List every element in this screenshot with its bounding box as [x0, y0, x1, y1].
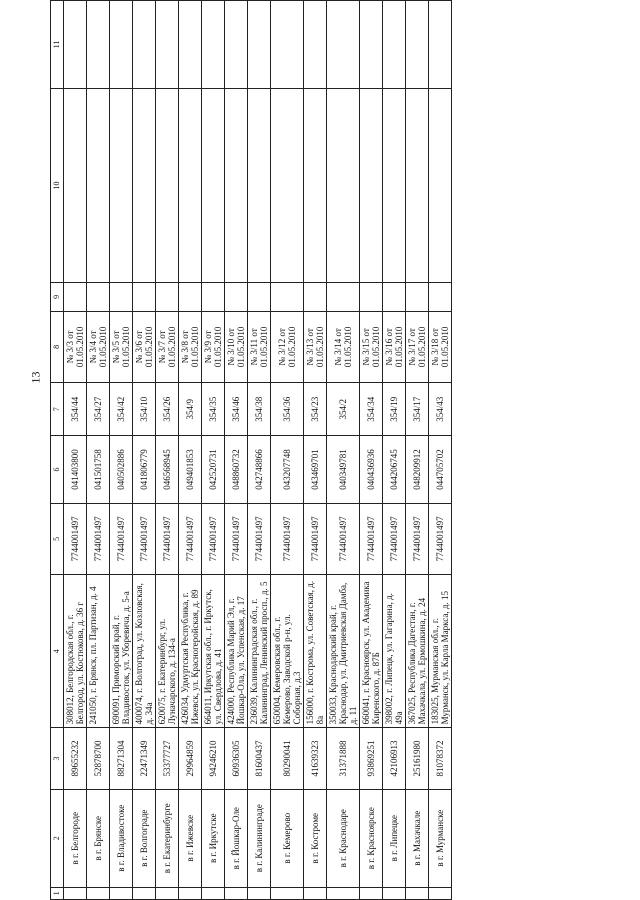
table-row: [87, 1, 110, 900]
cell-blank: [360, 887, 383, 899]
cell-document: № 3/9 от 01.05.2010: [202, 311, 225, 383]
cell-blank: [64, 1, 87, 89]
cell-blank: [64, 88, 87, 282]
cell-number: 048209912: [406, 436, 429, 503]
column-number-row: [51, 1, 64, 900]
cell-number: 049401853: [179, 436, 202, 503]
cell-inn: 7744001497: [225, 503, 248, 575]
cell-address: 308012, Белгородская обл., г. Белгород, ул. Костюкова, д. 36 г: [64, 575, 87, 728]
cell-blank: [202, 88, 225, 282]
cell-code: 80290041: [271, 728, 304, 789]
cell-document: № 3/7 от 01.05.2010: [156, 311, 179, 383]
cell-blank: [225, 887, 248, 899]
cell-address: 398002, г. Липецк, ул. Гагарина, д. 49а: [383, 575, 406, 728]
column-number: 11: [51, 1, 64, 89]
cell-blank: [327, 1, 360, 89]
cell-code: 41639323: [304, 728, 327, 789]
cell-blank: [156, 88, 179, 282]
cell-number: 041501758: [87, 436, 110, 503]
cell-blank: [179, 1, 202, 89]
cell-address: 367025, Республика Дагестан, г. Махачкала, ул. Ермошкина, д. 24: [406, 575, 429, 728]
cell-document: № 3/17 от 01.05.2010: [406, 311, 429, 383]
cell-address: 350033, Краснодарский край, г. Краснодар, ул. Дмитриевская Дамба, д. 11: [327, 575, 360, 728]
cell-code: 22471349: [133, 728, 156, 789]
table-row: [406, 1, 429, 900]
cell-blank: [383, 1, 406, 89]
cell-blank: [271, 283, 304, 312]
cell-blank: [225, 1, 248, 89]
cell-blank: [429, 1, 452, 89]
cell-number: 043207748: [271, 436, 304, 503]
cell-address: 660041, г. Красноярск, ул. Академика Киренского, д. 87Б: [360, 575, 383, 728]
cell-blank: [110, 1, 133, 89]
cell-document: № 3/10 от 01.05.2010: [225, 311, 248, 383]
cell-inn: 7744001497: [360, 503, 383, 575]
cell-registration: 354/27: [87, 383, 110, 436]
cell-code: 88271304: [110, 728, 133, 789]
table-row: [383, 1, 406, 900]
cell-document: № 3/3 от 01.05.2010: [64, 311, 87, 383]
cell-blank: [133, 887, 156, 899]
cell-code: 52878700: [87, 728, 110, 789]
cell-document: № 3/13 от 01.05.2010: [304, 311, 327, 383]
cell-inn: 7744001497: [64, 503, 87, 575]
cell-registration: 354/36: [271, 383, 304, 436]
cell-blank: [87, 88, 110, 282]
cell-registration: 354/34: [360, 383, 383, 436]
cell-number: 041806779: [133, 436, 156, 503]
cell-inn: 7744001497: [202, 503, 225, 575]
table-row: [110, 1, 133, 900]
cell-code: 81078372: [429, 728, 452, 789]
cell-blank: [110, 887, 133, 899]
cell-document: № 3/12 от 01.05.2010: [271, 311, 304, 383]
table-row: [248, 1, 271, 900]
column-number: 6: [51, 436, 64, 503]
column-number: 3: [51, 728, 64, 789]
cell-code: 29964859: [179, 728, 202, 789]
column-number: 10: [51, 88, 64, 282]
cell-address: 400074, г. Волгоград, ул. Козловская, д. 34а: [133, 575, 156, 728]
cell-blank: [202, 887, 225, 899]
cell-number: 041403800: [64, 436, 87, 503]
table-row: [429, 1, 452, 900]
cell-blank: [225, 283, 248, 312]
cell-inn: 7744001497: [179, 503, 202, 575]
cell-blank: [406, 283, 429, 312]
cell-code: 81600437: [248, 728, 271, 789]
cell-registration: 354/10: [133, 383, 156, 436]
cell-number: 043469701: [304, 436, 327, 503]
cell-address: 236039, Калининградская обл., г. Калининград, Ленинский просп., д. 5: [248, 575, 271, 728]
cell-blank: [383, 887, 406, 899]
cell-blank: [179, 88, 202, 282]
cell-branch-city: в г. Калининграде: [248, 789, 271, 887]
cell-blank: [360, 283, 383, 312]
cell-number: 044705702: [429, 436, 452, 503]
cell-number: 040502886: [110, 436, 133, 503]
cell-branch-city: в г. Ижевске: [179, 789, 202, 887]
cell-branch-city: в г. Брянске: [87, 789, 110, 887]
cell-blank: [248, 88, 271, 282]
cell-registration: 354/46: [225, 383, 248, 436]
cell-number: 040349781: [327, 436, 360, 503]
cell-branch-city: в г. Махачкале: [406, 789, 429, 887]
column-number: 2: [51, 789, 64, 887]
cell-blank: [248, 887, 271, 899]
cell-inn: 7744001497: [156, 503, 179, 575]
cell-number: 042520731: [202, 436, 225, 503]
cell-blank: [406, 1, 429, 89]
cell-blank: [360, 1, 383, 89]
cell-blank: [248, 283, 271, 312]
cell-code: 25161980: [406, 728, 429, 789]
cell-blank: [202, 1, 225, 89]
cell-code: 60936305: [225, 728, 248, 789]
cell-blank: [429, 88, 452, 282]
cell-blank: [156, 1, 179, 89]
cell-blank: [304, 283, 327, 312]
cell-inn: 7744001497: [383, 503, 406, 575]
cell-branch-city: в г. Волгограде: [133, 789, 156, 887]
registry-table: [50, 0, 452, 900]
cell-code: 31371888: [327, 728, 360, 789]
cell-branch-city: в г. Екатеринбурге: [156, 789, 179, 887]
cell-registration: 354/9: [179, 383, 202, 436]
cell-blank: [327, 283, 360, 312]
cell-document: № 3/6 от 01.05.2010: [133, 311, 156, 383]
cell-registration: 354/17: [406, 383, 429, 436]
cell-blank: [360, 88, 383, 282]
table-row: [360, 1, 383, 900]
cell-blank: [271, 887, 304, 899]
cell-address: 183025, Мурманская обл., г. Мурманск, ул. Карла Маркса, д. 15: [429, 575, 452, 728]
cell-branch-city: в г. Краснодаре: [327, 789, 360, 887]
cell-registration: 354/43: [429, 383, 452, 436]
cell-number: 044206745: [383, 436, 406, 503]
registry-table-rotated: [50, 0, 590, 900]
cell-document: № 3/15 от 01.05.2010: [360, 311, 383, 383]
cell-document: № 3/11 от 01.05.2010: [248, 311, 271, 383]
cell-branch-city: в г. Белгороде: [64, 789, 87, 887]
cell-blank: [156, 283, 179, 312]
cell-blank: [383, 88, 406, 282]
cell-registration: 354/23: [304, 383, 327, 436]
cell-number: 046568945: [156, 436, 179, 503]
cell-registration: 354/38: [248, 383, 271, 436]
cell-blank: [87, 1, 110, 89]
cell-number: 042748866: [248, 436, 271, 503]
column-number: 1: [51, 887, 64, 899]
cell-inn: 7744001497: [406, 503, 429, 575]
cell-blank: [225, 88, 248, 282]
cell-inn: 7744001497: [87, 503, 110, 575]
cell-blank: [304, 887, 327, 899]
cell-branch-city: в г. Липецке: [383, 789, 406, 887]
cell-address: 620075, г. Екатеринбург, ул. Луначарского, д. 134-а: [156, 575, 179, 728]
cell-inn: 7744001497: [304, 503, 327, 575]
cell-blank: [383, 283, 406, 312]
cell-blank: [248, 1, 271, 89]
cell-branch-city: в г. Йошкар-Оле: [225, 789, 248, 887]
cell-registration: 354/42: [110, 383, 133, 436]
cell-address: 664011, Иркутская обл., г. Иркутск, ул. Свердлова, д. 41: [202, 575, 225, 728]
table-row: [133, 1, 156, 900]
table-row: [225, 1, 248, 900]
cell-blank: [271, 88, 304, 282]
cell-address: 241050, г. Брянск, пл. Партизан, д. 4: [87, 575, 110, 728]
cell-branch-city: в г. Мурманске: [429, 789, 452, 887]
cell-blank: [429, 887, 452, 899]
cell-code: 53377727: [156, 728, 179, 789]
cell-code: 94246210: [202, 728, 225, 789]
cell-inn: 7744001497: [271, 503, 304, 575]
cell-document: № 3/5 от 01.05.2010: [110, 311, 133, 383]
cell-blank: [406, 88, 429, 282]
cell-blank: [87, 887, 110, 899]
cell-number: 040436936: [360, 436, 383, 503]
cell-blank: [327, 887, 360, 899]
cell-address: 426034, Удмуртская Республика, г. Ижевск, ул. Красногеройская, д. 89: [179, 575, 202, 728]
cell-branch-city: в г. Владивостоке: [110, 789, 133, 887]
cell-registration: 354/26: [156, 383, 179, 436]
cell-blank: [271, 1, 304, 89]
cell-document: № 3/8 от 01.05.2010: [179, 311, 202, 383]
cell-registration: 354/19: [383, 383, 406, 436]
column-number: 5: [51, 503, 64, 575]
cell-blank: [406, 887, 429, 899]
cell-inn: 7744001497: [248, 503, 271, 575]
cell-document: № 3/4 от 01.05.2010: [87, 311, 110, 383]
column-number: 8: [51, 311, 64, 383]
cell-blank: [156, 887, 179, 899]
page-number: 13: [28, 371, 43, 384]
cell-document: № 3/14 от 01.05.2010: [327, 311, 360, 383]
column-number: 9: [51, 283, 64, 312]
cell-blank: [133, 1, 156, 89]
column-number: 4: [51, 575, 64, 728]
cell-blank: [179, 887, 202, 899]
cell-registration: 354/2: [327, 383, 360, 436]
cell-blank: [110, 88, 133, 282]
cell-inn: 7744001497: [327, 503, 360, 575]
table-body: [51, 1, 452, 900]
cell-address: 690091, Приморский край, г. Владивосток, ул. Уборевича, д. 5-а: [110, 575, 133, 728]
cell-code: 93869251: [360, 728, 383, 789]
table-row: [179, 1, 202, 900]
cell-blank: [133, 88, 156, 282]
cell-blank: [64, 283, 87, 312]
cell-code: 42106913: [383, 728, 406, 789]
cell-blank: [304, 88, 327, 282]
cell-blank: [179, 283, 202, 312]
cell-inn: 7744001497: [110, 503, 133, 575]
cell-blank: [133, 283, 156, 312]
table-row: [304, 1, 327, 900]
table-row: [327, 1, 360, 900]
cell-branch-city: в г. Костроме: [304, 789, 327, 887]
cell-branch-city: в г. Красноярске: [360, 789, 383, 887]
cell-blank: [202, 283, 225, 312]
table-row: [156, 1, 179, 900]
cell-code: 89655232: [64, 728, 87, 789]
column-number: 7: [51, 383, 64, 436]
cell-branch-city: в г. Кемерово: [271, 789, 304, 887]
table-row: [202, 1, 225, 900]
cell-address: 650004, Кемеровская обл., г. Кемерово, Заводской р-н, ул. Соборная, д.3: [271, 575, 304, 728]
table-row: [271, 1, 304, 900]
table-row: [64, 1, 87, 900]
cell-blank: [110, 283, 133, 312]
cell-blank: [304, 1, 327, 89]
cell-address: 156000, г. Кострома, ул. Советская, д. 8а: [304, 575, 327, 728]
cell-inn: 7744001497: [133, 503, 156, 575]
cell-document: № 3/18 от 01.05.2010: [429, 311, 452, 383]
cell-registration: 354/44: [64, 383, 87, 436]
cell-blank: [87, 283, 110, 312]
cell-branch-city: в г. Иркутске: [202, 789, 225, 887]
cell-inn: 7744001497: [429, 503, 452, 575]
cell-address: 424000, Республика Марий Эл, г. Йошкар-Ола, ул. Успенская, д. 17: [225, 575, 248, 728]
cell-document: № 3/16 от 01.05.2010: [383, 311, 406, 383]
cell-registration: 354/35: [202, 383, 225, 436]
cell-blank: [64, 887, 87, 899]
cell-blank: [327, 88, 360, 282]
cell-blank: [429, 283, 452, 312]
cell-number: 048860732: [225, 436, 248, 503]
